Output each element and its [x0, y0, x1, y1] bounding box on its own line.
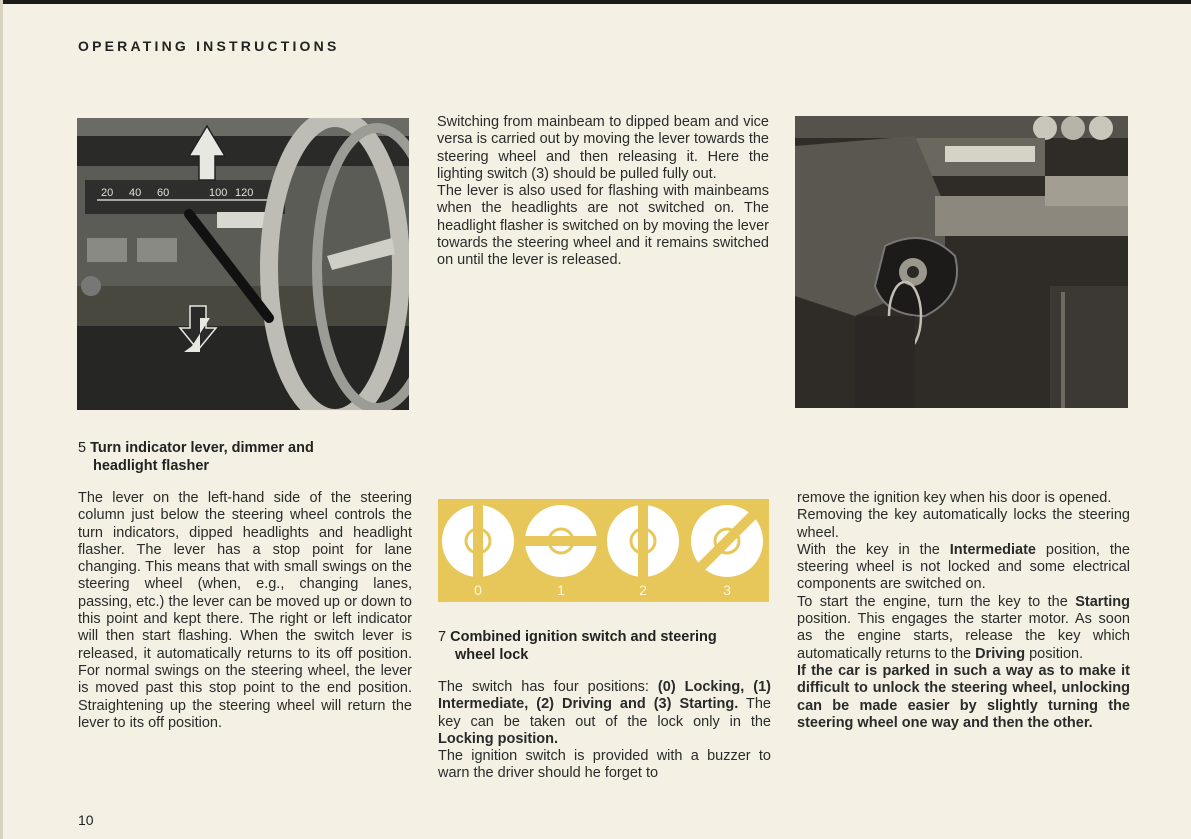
- caption-title: Combined ignition switch and steering: [450, 629, 717, 645]
- page-number: 10: [78, 812, 94, 828]
- text-run-bold: Locking position.: [438, 730, 559, 747]
- paragraph-bold: If the car is parked in such a way as to make it difficult to unlock the steering wheel, unlocking can be made easier by slightly turning the steering wheel one way and then the other.: [797, 662, 1130, 731]
- text-run: To start the engine, turn the key to the: [797, 593, 1076, 610]
- paragraph: The ignition switch is provided with a buzzer to warn the driver should he forget to: [438, 748, 771, 782]
- text-run-bold: Starting: [1075, 593, 1130, 610]
- dial-label-2: 2: [639, 582, 647, 598]
- dial-position-2: [607, 505, 679, 577]
- dimmer-text: [437, 114, 769, 270]
- text-run: position.: [1025, 645, 1084, 662]
- ignition-continued-text: [797, 490, 1130, 732]
- caption-title: Turn indicator lever, dimmer and: [90, 440, 314, 456]
- caption-title-cont: wheel lock: [455, 647, 529, 663]
- ignition-switch-text: [438, 679, 771, 783]
- ignition-lock-photo: [795, 116, 1128, 408]
- caption-number: 7: [438, 629, 447, 645]
- dial-label-1: 1: [557, 582, 565, 598]
- text-run: position. This engages the starter motor. As soon as the engine starts, release the key which automatically returns to the: [797, 611, 1130, 662]
- turn-indicator-lever-photo: [77, 118, 409, 410]
- text-run: position, the steering wheel is not locked and some electrical components are switched on.: [797, 541, 1130, 593]
- text-run-bold: Driving: [975, 645, 1026, 662]
- paragraph: Removing the key automatically locks the steering wheel.: [797, 507, 1130, 541]
- text-run: The switch has four positions:: [438, 679, 658, 695]
- text-run: The key can be taken out of the lock only in the: [438, 696, 771, 730]
- caption-number: 5: [78, 440, 87, 456]
- turn-indicator-text: [78, 490, 412, 732]
- speed-label: 40: [129, 187, 142, 199]
- speed-label: 120: [235, 187, 254, 199]
- text-run-bold: (0) Locking, (1) Intermediate, (2) Driving and (3) Starting.: [438, 679, 771, 713]
- paragraph: remove the ignition key when his door is opened.: [797, 490, 1112, 506]
- paragraph: The lever on the left-hand side of the steering column just below the steering wheel controls the turn indicators, dipped headlights and headlight flasher. The lever has a stop point for lane changing. This means that with small swings on the steering wheel (when, e.g., changing lanes, passing, etc.) the lever can be moved up or down to this point and kept there. The right or left indicator will then start flashing. When the switch lever is released, it automatically returns to its off position. For normal swings on the steering wheel, the lever is moved past this stop point to the end position. Straightening up the steering wheel will return the lever to its off position.: [78, 490, 412, 731]
- top-border: [0, 0, 1191, 4]
- dial-label-3: 3: [723, 582, 731, 598]
- paragraph: Switching from mainbeam to dipped beam and vice versa is carried out by moving the lever towards the steering wheel and then releasing it. Here the lighting switch (3) should be pulled fully out.: [437, 114, 769, 182]
- dial-label-0: 0: [474, 582, 482, 598]
- dial-position-1: [525, 505, 597, 577]
- speed-label: 100: [209, 187, 228, 199]
- figure-7-caption: [438, 628, 768, 664]
- paragraph: [797, 542, 1130, 594]
- speed-label: 60: [157, 187, 170, 199]
- paragraph: [438, 679, 771, 748]
- dial-position-0: [442, 505, 514, 577]
- paragraph: The lever is also used for flashing with mainbeams when the headlights are not switched on. The headlight flasher is switched on by moving the lever towards the steering wheel and it remains switched on until the lever is released.: [437, 183, 769, 269]
- dial-position-3: [691, 505, 763, 577]
- paragraph: [797, 594, 1130, 663]
- speed-label: 20: [101, 187, 114, 199]
- figure-5-caption: [78, 439, 398, 475]
- page-header: OPERATING INSTRUCTIONS: [78, 38, 340, 54]
- caption-title-cont: headlight flasher: [93, 458, 210, 474]
- page-edge: [0, 0, 3, 839]
- text-run-bold: Intermediate: [949, 541, 1036, 558]
- text-run: With the key in the: [797, 541, 950, 558]
